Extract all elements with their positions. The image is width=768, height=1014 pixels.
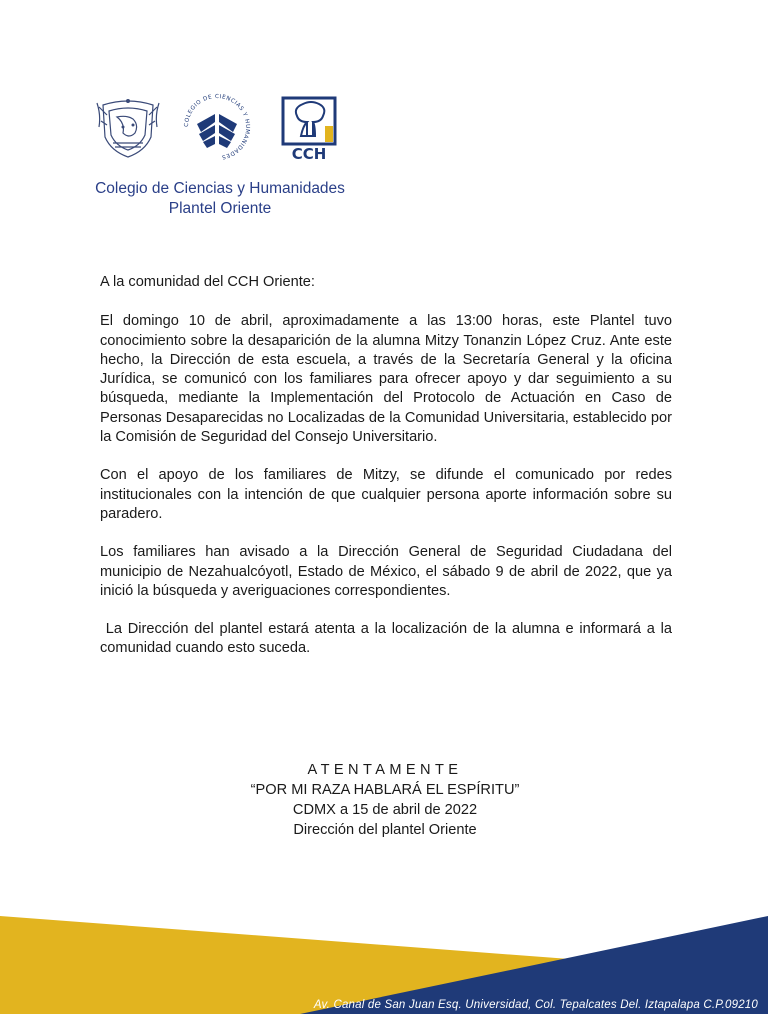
cch-logo-text: CCH <box>291 145 327 162</box>
closing-motto: “POR MI RAZA HABLARÁ EL ESPÍRITU” <box>250 782 520 798</box>
unam-seal-icon <box>95 95 161 159</box>
letter-paragraph: La Dirección del plantel estará atenta a la localización de la alumna e informará a la comunidad cuando esto suceda. <box>100 621 677 657</box>
closing-place-date: CDMX a 15 de abril de 2022 <box>292 802 478 818</box>
letter-closing <box>200 760 570 840</box>
footer-address: Av. Canal de San Juan Esq. Universidad, Col. Tepalcates Del. Iztapalapa C.P.09210 <box>313 999 758 1011</box>
seal-ring-text: COLEGIO DE CIENCIAS Y HUMANIDADES <box>183 93 251 160</box>
institution-heading <box>80 179 360 219</box>
campus-name: Plantel Oriente <box>168 200 272 217</box>
header-logos <box>95 92 345 162</box>
institution-name: Colegio de Ciencias y Humanidades <box>95 180 345 197</box>
letter-paragraph: Con el apoyo de los familiares de Mitzy, se difunde el comunicado por redes institucionales con la intención de que cualquier persona aporte información sobre su paradero. <box>100 467 672 522</box>
letter-body <box>100 273 677 678</box>
svg-text:COLEGIO DE CIENCIAS Y HUMANIDA <box>184 94 250 160</box>
letter-greeting: A la comunidad del CCH Oriente: <box>100 274 315 290</box>
cch-circular-seal-icon <box>181 92 253 162</box>
letter-paragraph: El domingo 10 de abril, aproximadamente a las 13:00 horas, este Plantel tuvo conocimiento sobre la desaparición de la alumna Mitzy Tonanzin López Cruz. Ante este hecho, la Dirección de esta escuela, a través de la Secretaría General y la oficina Jurídica, se comunicó con los familiares para ofrecer apoyo y dar seguimiento a su búsqueda, mediante la Implementación del Protocolo de Actuación en Caso de Personas Desaparecidas no Localizadas de la Comunidad Universitaria, establecido por la Comisión de Seguridad del Consejo Universitario. <box>100 313 672 446</box>
closing-signature: Dirección del plantel Oriente <box>293 822 477 838</box>
footer-band <box>0 914 768 1014</box>
cch-logo-icon <box>281 96 337 162</box>
closing-sincerely: ATENTAMENTE <box>307 762 463 778</box>
letter-paragraph: Los familiares han avisado a la Dirección General de Seguridad Ciudadana del municipio de Nezahualcóyotl, Estado de México, el sábado 9 de abril de 2022, que ya inició la búsqueda y averiguaciones correspondientes. <box>100 544 672 599</box>
